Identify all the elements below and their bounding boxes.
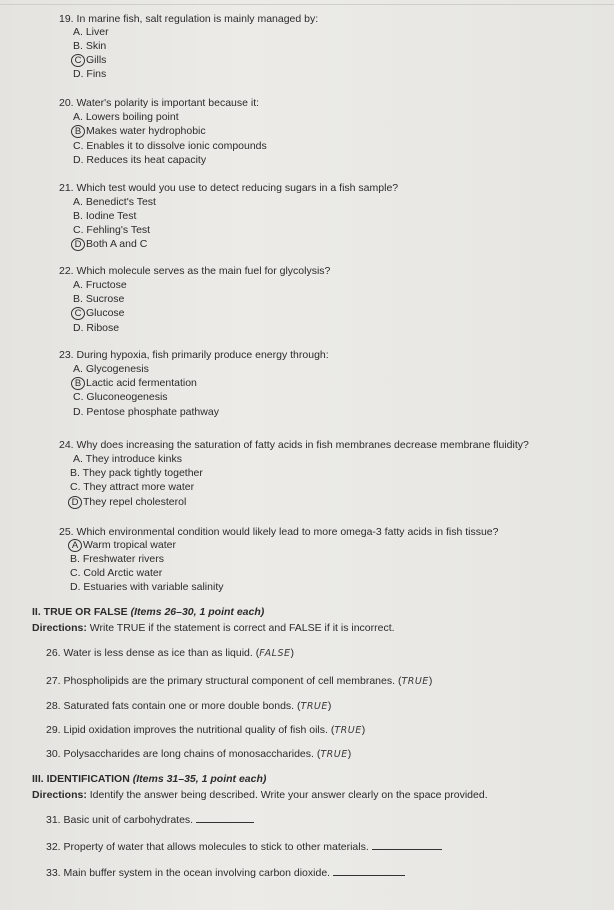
answer-circle: A — [68, 539, 82, 552]
option-21b: B. Iodine Test — [73, 210, 137, 222]
option-19c: C Gills — [73, 54, 106, 67]
id-item-33: 33. Main buffer system in the ocean involving carbon dioxide. — [46, 865, 405, 879]
option-24c: C. They attract more water — [70, 481, 195, 493]
option-23a: A. Glycogenesis — [73, 363, 149, 375]
tf-item-26: 26. Water is less dense as ice than as liquid. (FALSE) — [46, 647, 294, 659]
answer-circle: D — [71, 238, 85, 251]
handwritten-answer: FALSE — [259, 648, 291, 659]
option-25c: C. Cold Arctic water — [70, 567, 163, 579]
option-24a: A. They introduce kinks — [73, 453, 182, 465]
option-21a: A. Benedict's Test — [73, 196, 156, 208]
tf-item-30: 30. Polysaccharides are long chains of monosaccharides. (TRUE) — [46, 748, 352, 760]
question-23: 23. During hypoxia, fish primarily produce energy through: — [59, 349, 329, 361]
option-22b: B. Sucrose — [73, 293, 125, 305]
option-21c: C. Fehling's Test — [73, 224, 151, 236]
answer-circle: B — [71, 377, 85, 390]
option-23d: D. Pentose phosphate pathway — [73, 406, 219, 418]
tf-item-27: 27. Phospholipids are the primary structural component of cell membranes. (TRUE) — [46, 675, 433, 687]
answer-circle: B — [71, 125, 85, 138]
answer-blank[interactable] — [333, 865, 405, 876]
answer-blank[interactable] — [372, 839, 442, 850]
handwritten-answer: TRUE — [320, 749, 348, 760]
id-item-31: 31. Basic unit of carbohydrates. — [46, 812, 254, 826]
question-22: 22. Which molecule serves as the main fuel for glycolysis? — [59, 265, 331, 277]
option-25b: B. Freshwater rivers — [70, 553, 164, 565]
tf-item-28: 28. Saturated fats contain one or more double bonds. (TRUE) — [46, 700, 332, 712]
question-19: 19. In marine fish, salt regulation is mainly managed by: — [59, 13, 319, 25]
option-22d: D. Ribose — [73, 322, 120, 334]
id-item-32: 32. Property of water that allows molecules to stick to other materials. — [46, 839, 442, 853]
handwritten-answer: TRUE — [300, 701, 328, 712]
option-22c: C Glucose — [73, 307, 125, 320]
question-25: 25. Which environmental condition would likely lead to more omega-3 fatty acids in fish tissue? — [59, 526, 499, 538]
option-25a: A Warm tropical water — [70, 539, 176, 552]
section-3-directions: Directions: Identify the answer being described. Write your answer clearly on the space provided. — [32, 789, 488, 801]
answer-circle: C — [71, 54, 85, 67]
section-2-directions: Directions: Write TRUE if the statement is correct and FALSE if it is incorrect. — [32, 622, 395, 634]
section-3-title: III. IDENTIFICATION (Items 31–35, 1 point each) — [32, 773, 267, 785]
handwritten-answer: TRUE — [334, 725, 362, 736]
option-23c: C. Gluconeogenesis — [73, 391, 168, 403]
option-25d: D. Estuaries with variable salinity — [70, 581, 224, 593]
option-24d: D They repel cholesterol — [70, 496, 186, 509]
option-24b: B. They pack tightly together — [70, 467, 203, 479]
option-21d: D Both A and C — [73, 238, 147, 251]
option-20b: B Makes water hydrophobic — [73, 125, 206, 138]
answer-circle: C — [71, 307, 85, 320]
option-22a: A. Fructose — [73, 279, 127, 291]
question-20: 20. Water's polarity is important because it: — [59, 97, 260, 109]
section-2-title: II. TRUE OR FALSE (Items 26–30, 1 point each) — [32, 606, 265, 618]
option-23b: B Lactic acid fermentation — [73, 377, 197, 390]
question-24: 24. Why does increasing the saturation of fatty acids in fish membranes decrease membrane fluidity? — [59, 439, 529, 451]
option-20d: D. Reduces its heat capacity — [73, 154, 207, 166]
page-edge-line — [0, 4, 614, 5]
option-20a: A. Lowers boiling point — [73, 111, 179, 123]
option-19b: B. Skin — [73, 40, 107, 52]
answer-circle: D — [68, 496, 82, 509]
question-21: 21. Which test would you use to detect reducing sugars in a fish sample? — [59, 182, 399, 194]
option-19d: D. Fins — [73, 68, 107, 80]
option-19a: A. Liver — [73, 26, 109, 38]
answer-blank[interactable] — [196, 812, 254, 823]
handwritten-answer: TRUE — [401, 676, 429, 687]
option-20c: C. Enables it to dissolve ionic compounds — [73, 140, 267, 152]
tf-item-29: 29. Lipid oxidation improves the nutritional quality of fish oils. (TRUE) — [46, 724, 366, 736]
